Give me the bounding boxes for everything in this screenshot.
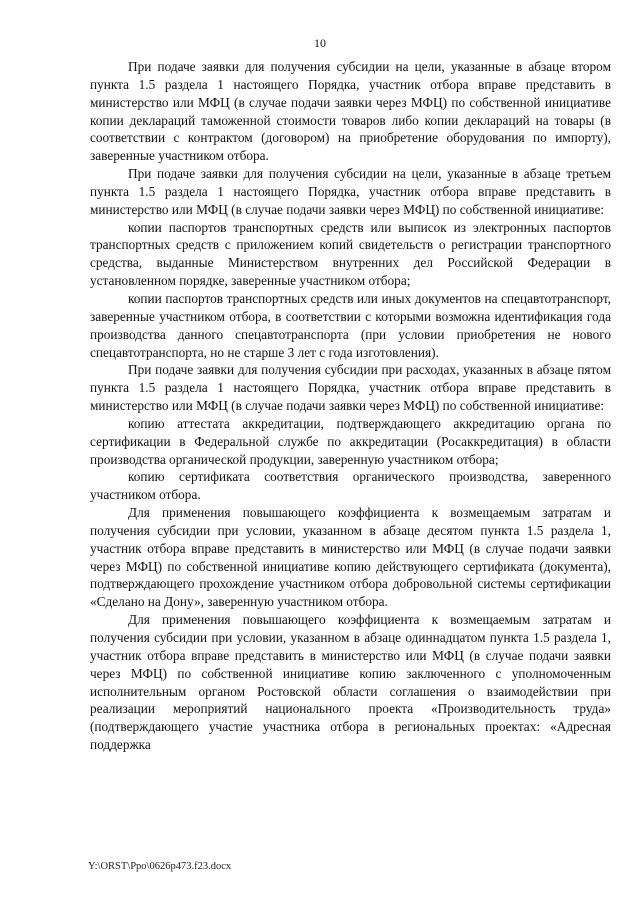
paragraph-special-vehicle-documents: копии паспортов транспортных средств или иных документов на спецавтотранспорт, заверенные участником отбора, в соответствии с которыми возможна идентификация года производства данного спецавтотранспорта (при условии приобретения не нового спецавтотранспорта, но не старше 3 лет с года изготовления).: [90, 290, 611, 360]
document-body: [90, 58, 611, 754]
paragraph-accreditation-certificate: копию аттестата аккредитации, подтверждающего аккредитацию органа по сертификации в Федеральной службе по аккредитации (Росаккредитация) в области производства органической продукции, заверенную участником отбора;: [90, 415, 611, 467]
paragraph-organic-subsidy-intro: При подаче заявки для получения субсидии при расходах, указанных в абзаце пятом пункта 1.5 раздела 1 настоящего Порядка, участник отбора вправе представить в министерство или МФЦ (в случае подачи заявки через МФЦ) по собственной инициативе:: [90, 362, 611, 414]
footer-file-path: Y:\ORST\Ppo\0626p473.f23.docx: [88, 861, 232, 872]
page-number: 10: [314, 36, 326, 50]
paragraph-vehicle-passports: копии паспортов транспортных средств или выписок из электронных паспортов транспортных средств с приложением копий свидетельств о регистрации транспортного средства, выданные Министерством внутренних дел Российской Федерации в установленном порядке, заверенные участником отбора;: [90, 219, 611, 289]
paragraph-made-on-don-coefficient: Для применения повышающего коэффициента к возмещаемым затратам и получения субсидии при условии, указанном в абзаце десятом пункта 1.5 раздела 1, участник отбора вправе представить в министерство или МФЦ (в случае подачи заявки через МФЦ) по собственной инициативе копию действующего сертификата (документа), подтверждающего прохождение участником отбора добровольной системы сертификации «Сделано на Дону», заверенную участником отбора.: [90, 505, 611, 610]
paragraph-productivity-coefficient: Для применения повышающего коэффициента к возмещаемым затратам и получения субсидии при условии, указанном в абзаце одиннадцатом пункта 1.5 раздела 1, участник отбора вправе представить в министерство или МФЦ (в случае подачи заявки через МФЦ) по собственной инициативе копию заключенного с уполномоченным исполнительным органом Ростовской области соглашения о взаимодействии при реализации мероприятий национального проекта «Производительность труда» (подтверждающего участие участника отбора в региональных проектах: «Адресная поддержка: [90, 612, 611, 753]
paragraph-vehicle-subsidy-intro: При подаче заявки для получения субсидии на цели, указанные в абзаце третьем пункта 1.5 раздела 1 настоящего Порядка, участник отбора вправе представить в министерство или МФЦ (в случае подачи заявки через МФЦ) по собственной инициативе:: [90, 166, 611, 217]
paragraph-organic-certificate: копию сертификата соответствия органического производства, заверенного участником отбора.: [90, 469, 611, 503]
paragraph-customs-declarations: При подаче заявки для получения субсидии на цели, указанные в абзаце втором пункта 1.5 раздела 1 настоящего Порядка, участник отбора вправе представить в министерство или МФЦ (в случае подачи заявки через МФЦ) по собственной инициативе копии деклараций таможенной стоимости товаров либо копии деклараций на товары (в соответствии с контрактом (договором) на приобретение оборудования по импорту), заверенные участником отбора.: [90, 59, 611, 164]
